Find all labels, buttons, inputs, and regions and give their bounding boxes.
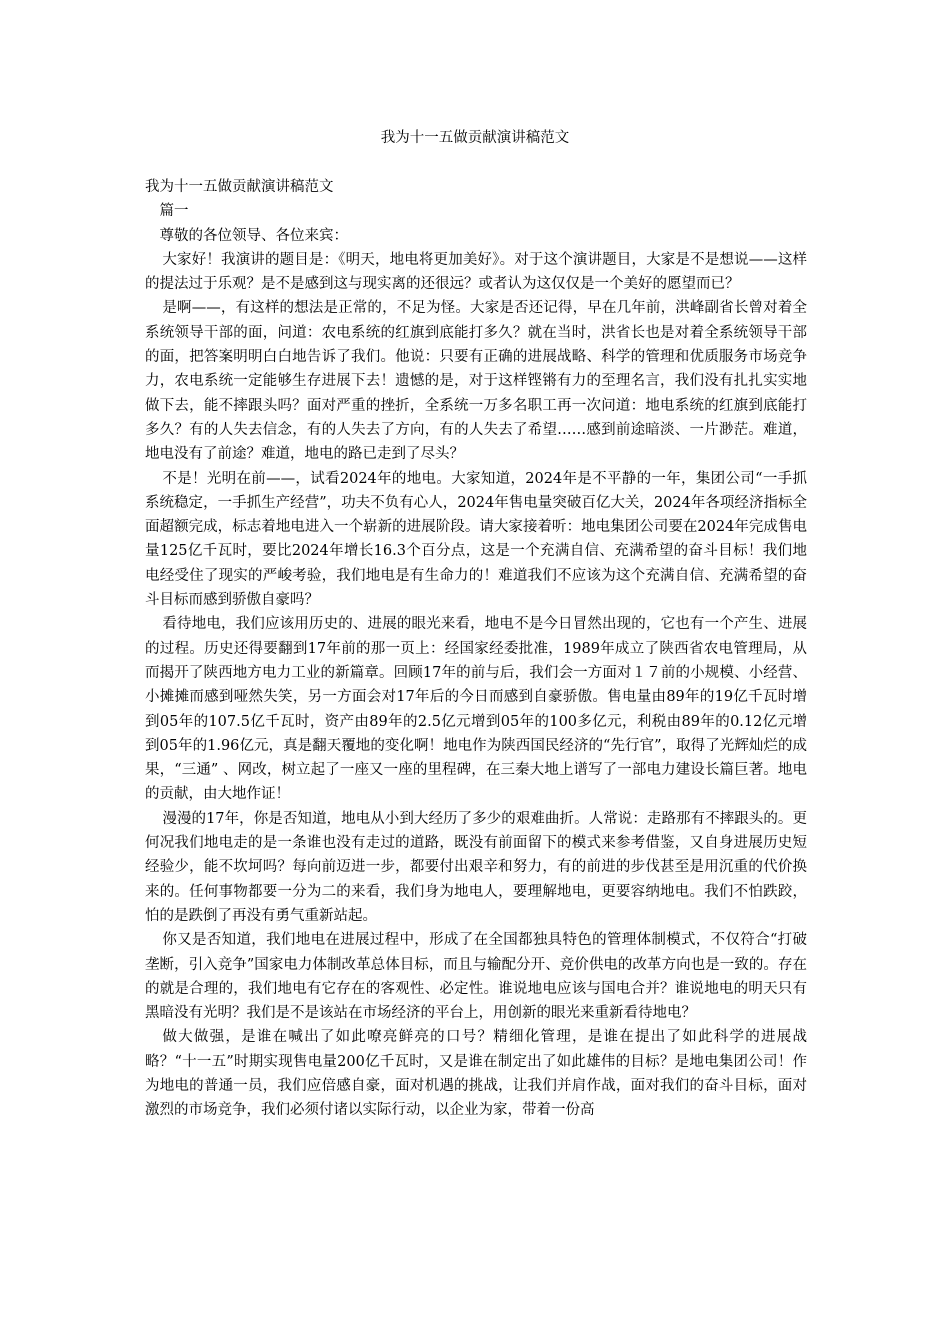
paragraph: 看待地电，我们应该用历史的、进展的眼光来看，地电不是今日冒然出现的，它也有一个产生、进展的过程。历史还得要翻到17年前的那一页上：经国家经委批准，1989年成立了陕西省农电管理局，从而揭开了陕西地方电力工业的新篇章。回顾17年的前与后，我们会一方面对１７前的小规模、小经营、小摊摊而感到哑然失笑，另一方面会对17年后的今日而感到自豪骄傲。售电量由89年的19亿千瓦时增到05年的107.5亿千瓦时，资产由89年的2.5亿元增到05年的100多亿元，利税由89年的0.12亿元增到05年的1.96亿元，真是翻天覆地的变化啊！地电作为陕西国民经济的“先行官”，取得了光辉灿烂的成果，“三通” 、网改，树立起了一座又一座的里程碑，在三秦大地上谱写了一部电力建设长篇巨著。地电的贡献，由大地作证！ [145,616,807,803]
paragraph: 大家好！我演讲的题目是：《明天，地电将更加美好》。对于这个演讲题目，大家是不是想说——这样的提法过于乐观？是不是感到这与现实离的还很远？或者认为这仅仅是一个美好的愿望而已？ [145,251,807,293]
document-body [145,175,807,1123]
document-heading: 我为十一五做贡献演讲稿范文 [145,179,334,195]
paragraph: 不是！光明在前——，试看2024年的地电。大家知道，2024年是不平静的一年，集团公司“一手抓系统稳定，一手抓生产经营”，功夫不负有心人，2024年售电量突破百亿大关，2024年各项经济指标全面超额完成，标志着地电进入一个崭新的进展阶段。请大家接着听：地电集团公司要在2024年完成售电量125亿千瓦时，要比2024年增长16.3个百分点，这是一个充满自信、充满希望的奋斗目标！我们地电经受住了现实的严峻考验，我们地电是有生命力的！难道我们不应该为这个充满自信、充满希望的奋斗目标而感到骄傲自豪吗？ [145,470,807,609]
paragraph: 你又是否知道，我们地电在进展过程中，形成了在全国都独具特色的管理体制模式，不仅符合“打破垄断，引入竞争”国家电力体制改革总体目标，而且与输配分开、竞价供电的改革方向也是一致的。存在的就是合理的，我们地电有它存在的客观性、必定性。谁说地电应该与国电合并？谁说地电的明天只有黑暗没有光明？我们是不是该站在市场经济的平台上，用创新的眼光来重新看待地电？ [145,932,807,1022]
section-label: 篇一 [159,203,189,220]
paragraph: 是啊——，有这样的想法是正常的，不足为怪。大家是否还记得，早在几年前，洪峰副省长曾对着全系统领导干部的面，问道：农电系统的红旗到底能打多久？就在当时，洪省长也是对着全系统领导干部的面，把答案明明白白地告诉了我们。他说：只要有正确的进展战略、科学的管理和优质服务市场竞争力，农电系统一定能够生存进展下去！遗憾的是，对于这样铿锵有力的至理名言，我们没有扎扎实实地做下去，能不摔跟头吗？面对严重的挫折，全系统一万多名职工再一次问道：地电系统的红旗到底能打多久？有的人失去信念，有的人失去了方向，有的人失去了希望……感到前途暗淡、一片渺茫。难道，地电没有了前途？难道，地电的路已走到了尽头？ [145,300,807,463]
document-title: 我为十一五做贡献演讲稿范文 [380,130,570,146]
salutation: 尊敬的各位领导、各位来宾： [159,227,348,244]
paragraph: 做大做强，是谁在喊出了如此嘹亮鲜亮的口号？精细化管理，是谁在提出了如此科学的进展战略？“十一五”时期实现售电量200亿千瓦时，又是谁在制定出了如此雄伟的目标？是地电集团公司！作为地电的普通一员，我们应倍感自豪，面对机遇的挑战，让我们并肩作战，面对我们的奋斗目标，面对激烈的市场竞争，我们必须付诸以实际行动，以企业为家，带着一份高 [145,1029,807,1119]
paragraph: 漫漫的17年，你是否知道，地电从小到大经历了多少的艰难曲折。人常说：走路那有不摔跟头的。更何况我们地电走的是一条谁也没有走过的道路，既没有前面留下的模式来参考借鉴，又自身进展历史短经验少，能不坎坷吗？每向前迈进一步，都要付出艰辛和努力，有的前进的步伐甚至是用沉重的代价换来的。任何事物都要一分为二的来看，我们身为地电人，要理解地电，更要容纳地电。我们不怕跌跤，怕的是跌倒了再没有勇气重新站起。 [145,810,807,924]
